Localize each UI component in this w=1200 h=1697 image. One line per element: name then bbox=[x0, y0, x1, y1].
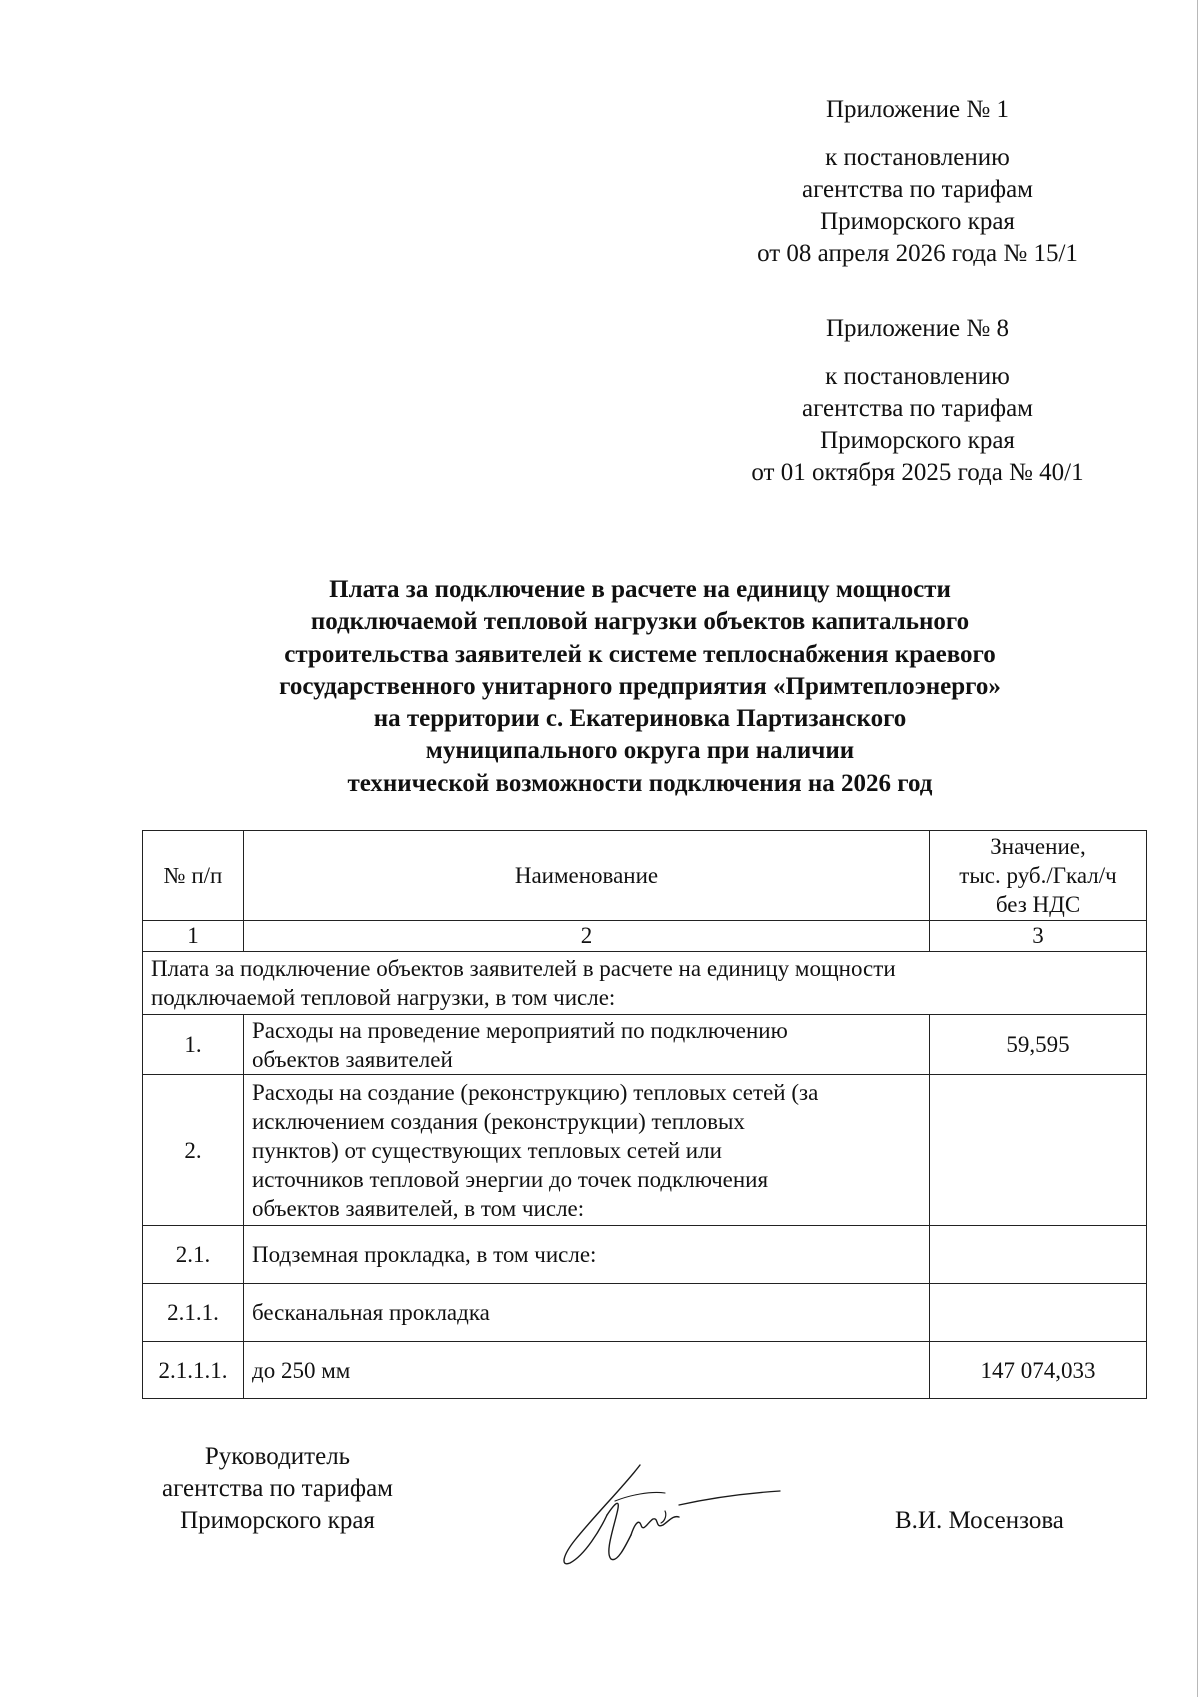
header-value-line: тыс. руб./Гкал/ч bbox=[959, 863, 1117, 888]
row-name bbox=[244, 1284, 930, 1342]
column-number: 2 bbox=[244, 921, 930, 952]
appendix-8-line: к постановлению bbox=[825, 363, 1010, 390]
row-name bbox=[244, 1226, 930, 1284]
signer-name: В.И. Мосензова bbox=[895, 1507, 1064, 1534]
title-line: муниципального округа при наличии bbox=[425, 737, 855, 765]
row-value: 59,595 bbox=[930, 1015, 1147, 1075]
row-number: 2.1.1. bbox=[143, 1284, 244, 1342]
appendix-1-date: от 08 апреля 2026 года № 15/1 bbox=[757, 240, 1078, 267]
table-row bbox=[143, 1342, 1147, 1399]
row-name bbox=[244, 1342, 930, 1399]
row-name-line: объектов заявителей bbox=[252, 1046, 453, 1072]
row-name-line: исключением создания (реконструкции) тепловых bbox=[252, 1108, 745, 1134]
tariff-table bbox=[142, 830, 1147, 1399]
section-cell bbox=[143, 952, 1147, 1015]
title-line: строительства заявителей к системе теплоснабжения краевого bbox=[284, 640, 996, 668]
title-line: подключаемой тепловой нагрузки объектов капитального bbox=[310, 608, 970, 636]
header-value-line: Значение, bbox=[990, 834, 1086, 859]
title-line: на территории с. Екатериновка Партизанского bbox=[373, 705, 907, 733]
page-edge-line bbox=[1197, 0, 1198, 1697]
table-row bbox=[143, 1284, 1147, 1342]
row-number: 2.1.1.1. bbox=[143, 1342, 244, 1399]
row-value bbox=[930, 1075, 1147, 1226]
appendix-1-line: агентства по тарифам bbox=[801, 176, 1034, 203]
appendix-8-title: Приложение № 8 bbox=[825, 315, 1010, 342]
appendix-8-line: Приморского края bbox=[820, 427, 1015, 454]
row-name-line: источников тепловой энергии до точек подключения bbox=[252, 1166, 769, 1192]
appendix-8-date: от 01 октября 2025 года № 40/1 bbox=[751, 459, 1084, 486]
row-value: 147 074,033 bbox=[930, 1342, 1147, 1399]
table-row bbox=[143, 1075, 1147, 1226]
row-number: 2.1. bbox=[143, 1226, 244, 1284]
appendix-8-header bbox=[700, 313, 1135, 489]
row-name bbox=[244, 1075, 930, 1226]
section-line: подключаемой тепловой нагрузки, в том числе: bbox=[151, 985, 616, 1010]
signer-position-line: агентства по тарифам bbox=[161, 1475, 394, 1502]
column-number: 1 bbox=[143, 921, 244, 952]
row-number: 1. bbox=[143, 1015, 244, 1075]
row-name bbox=[244, 1015, 930, 1075]
row-value bbox=[930, 1226, 1147, 1284]
title-line: технической возможности подключения на 2026 год bbox=[347, 769, 933, 797]
row-name-line: объектов заявителей, в том числе: bbox=[252, 1195, 585, 1221]
document-title bbox=[140, 574, 1140, 800]
row-name-line: бесканальная прокладка bbox=[252, 1300, 490, 1325]
appendix-1-line: Приморского края bbox=[820, 208, 1015, 235]
header-name: Наименование bbox=[244, 831, 930, 921]
row-name-line: пунктов) от существующих тепловых сетей или bbox=[252, 1137, 722, 1163]
header-number: № п/п bbox=[143, 831, 244, 921]
section-line: Плата за подключение объектов заявителей в расчете на единицу мощности bbox=[151, 956, 896, 981]
column-number: 3 bbox=[930, 921, 1147, 952]
table-row bbox=[143, 1226, 1147, 1284]
handwritten-signature bbox=[555, 1455, 790, 1570]
row-name-line: Подземная прокладка, в том числе: bbox=[252, 1242, 597, 1267]
title-line: Плата за подключение в расчете на единицу мощности bbox=[329, 576, 951, 603]
appendix-1-line: к постановлению bbox=[825, 144, 1010, 171]
table-header-row bbox=[143, 831, 1147, 921]
appendix-1-title: Приложение № 1 bbox=[825, 96, 1010, 123]
appendix-1-header bbox=[700, 94, 1135, 270]
row-name-line: Расходы на проведение мероприятий по подключению bbox=[252, 1017, 788, 1043]
signer-position-line: Приморского края bbox=[180, 1507, 375, 1534]
row-name-line: до 250 мм bbox=[252, 1357, 351, 1383]
header-value-line: без НДС bbox=[995, 892, 1081, 917]
row-name-line: Расходы на создание (реконструкцию) тепловых сетей (за bbox=[252, 1079, 819, 1105]
section-row bbox=[143, 952, 1147, 1015]
column-number-row bbox=[143, 921, 1147, 952]
table-row bbox=[143, 1015, 1147, 1075]
row-value bbox=[930, 1284, 1147, 1342]
appendix-8-line: агентства по тарифам bbox=[801, 395, 1034, 422]
header-value bbox=[930, 831, 1147, 921]
signer-position-line: Руководитель bbox=[204, 1443, 351, 1470]
signer-position bbox=[140, 1441, 415, 1537]
title-line: государственного унитарного предприятия «Примтеплоэнерго» bbox=[279, 672, 1001, 700]
row-number: 2. bbox=[143, 1075, 244, 1226]
